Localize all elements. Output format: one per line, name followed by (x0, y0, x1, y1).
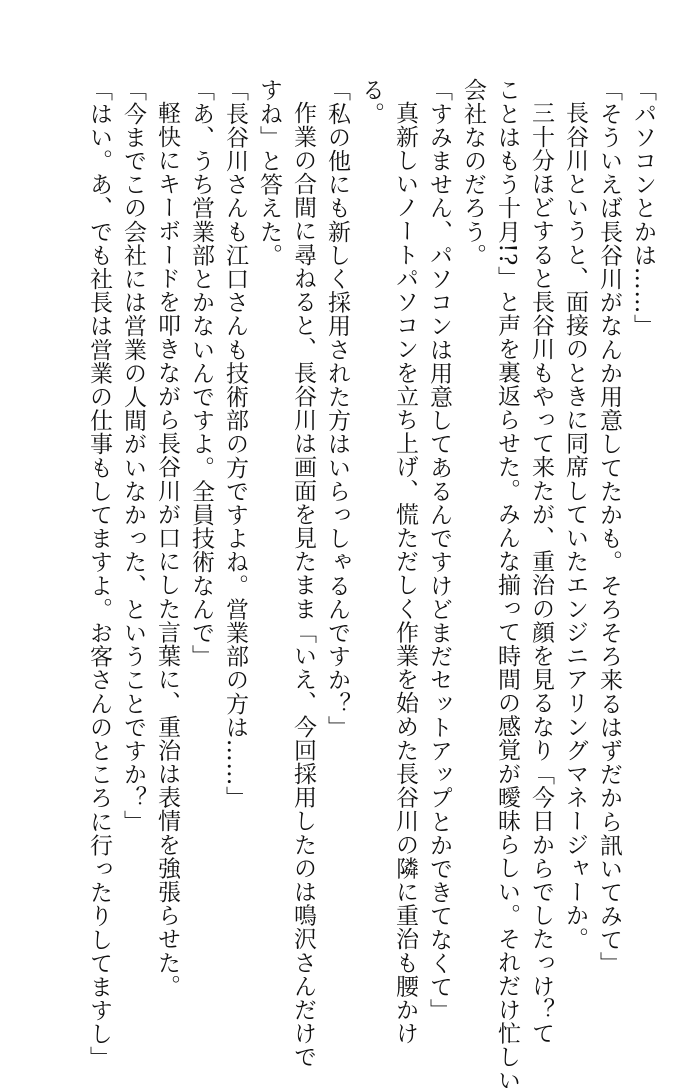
text-line: すね」と答えた。 (256, 78, 282, 267)
text-line: 「すみません、パソコンは用意してあるんですけどまだセットアップとかできてなくて」 (426, 78, 452, 1022)
text-line: 「あ、うち営業部とかないんですよ。全員技術なんで」 (188, 78, 214, 668)
text-line: 「はい。あ、でも社長は営業の仕事もしてますよ。お客さんのところに行ったりしてますし」 (86, 78, 112, 1070)
text-line: 作業の合間に尋ねると、長谷川は画面を見たまま「いえ、今回採用したのは鳴沢さんだけで (290, 101, 316, 1069)
text-line: 「そういえば長谷川がなんか用意してたかも。そろそろ来るはずだから訊いてみて」 (596, 78, 622, 975)
text-line: 「長谷川さんも江口さんも技術部の方ですよね。営業部の方は……」 (222, 78, 248, 810)
text-line: る。 (358, 78, 384, 126)
text-line: ことはもう十月!?」と声を裏返らせた。みんな揃って時間の感覚が曖昧らしい。それだけ忙しい (494, 78, 520, 1092)
text-line: 三十分ほどすると長谷川もやって来たが、重治の顔を見るなり「今日からでしたっけ？て (528, 101, 554, 1045)
text-line: 「パソコンとかは……」 (630, 78, 656, 338)
text-line: 会社なのだろう。 (460, 78, 486, 267)
text-line: 「私の他にも新しく採用された方はいらっしゃるんですか？」 (324, 78, 350, 739)
text-line: 真新しいノートパソコンを立ち上げ、慌ただしく作業を始めた長谷川の隣に重治も腰かけ (392, 101, 418, 1045)
vertical-text-body (82, 78, 660, 1092)
text-line: 軽快にキーボードを叩きながら長谷川が口にした言葉に、重治は表情を強張らせた。 (154, 101, 180, 998)
text-line: 「今までこの会社には営業の人間がいなかった、ということですか？」 (120, 78, 146, 834)
text-line: 長谷川というと、面接のときに同席していたエンジニアリングマネージャーか。 (562, 101, 588, 951)
